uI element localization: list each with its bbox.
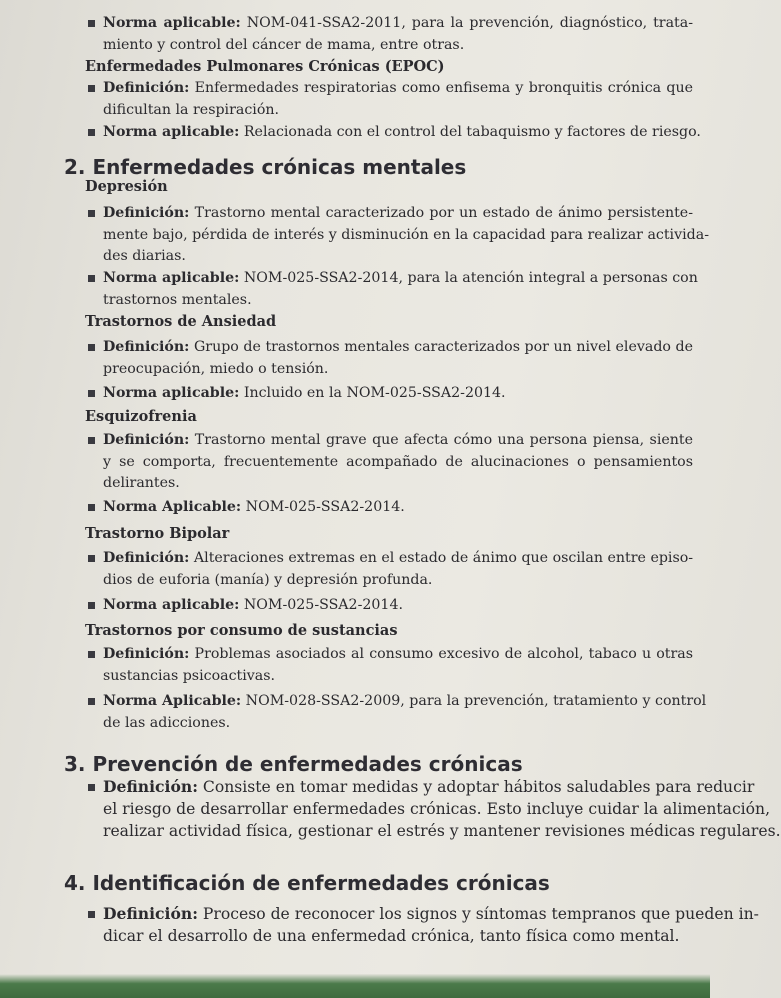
esquizofrenia-definition-bullet <box>103 430 693 495</box>
bipolar-definition-bullet <box>103 548 693 591</box>
epoc-title: Enfermedades Pulmonares Crónicas (EPOC) <box>85 58 445 75</box>
definition-text: Trastorno mental caracterizado por un estado de ánimo persistente- <box>189 205 693 221</box>
definition-text: Proceso de reconocer los signos y síntomas tempranos que pueden in- <box>197 905 759 923</box>
esquizofrenia-title: Esquizofrenia <box>85 408 197 425</box>
section-4-heading: 4. Identificación de enfermedades crónicas <box>64 871 550 895</box>
ansiedad-norma-bullet <box>103 383 693 405</box>
definition-text-end: realizar actividad física, gestionar el estrés y mantener revisiones médicas regulares. <box>103 822 781 840</box>
definition-label: Definición: <box>103 904 198 923</box>
section-3-heading: 3. Prevención de enfermedades crónicas <box>64 752 523 776</box>
definition-text: Trastorno mental grave que afecta cómo una persona piensa, siente <box>189 432 693 448</box>
sustancias-definition-bullet <box>103 644 693 687</box>
definition-text: Consiste en tomar medidas y adoptar hábitos saludables para reducir <box>197 778 755 796</box>
definition-text-cont: dios de euforia (manía) y depresión profunda. <box>103 571 433 588</box>
norma-text: NOM-025-SSA2-2014, para la atención integral a personas con <box>239 270 698 286</box>
definition-label: Definición: <box>103 339 190 355</box>
depresion-title: Depresión <box>85 178 168 195</box>
norma-label: Norma aplicable: <box>103 124 240 140</box>
norma-text: NOM-041-SSA2-2011, para la prevención, diagnóstico, trata- <box>240 15 693 31</box>
sustancias-title: Trastornos por consumo de sustancias <box>85 622 398 639</box>
definition-text-cont: mente bajo, pérdida de interés y disminución en la capacidad para realizar activida- <box>103 226 709 243</box>
definition-text: Grupo de trastornos mentales caracterizados por un nivel elevado de <box>189 339 693 355</box>
norma-text-cont: miento y control del cáncer de mama, entre otras. <box>103 36 465 53</box>
page-bottom-band <box>0 974 710 998</box>
definition-text-cont: dicar el desarrollo de una enfermedad crónica, tanto física como mental. <box>103 927 680 945</box>
sustancias-norma-bullet <box>103 691 707 734</box>
definition-text: Alteraciones extremas en el estado de ánimo que oscilan entre episo- <box>189 550 694 566</box>
esquizofrenia-norma-bullet <box>103 497 693 519</box>
definition-label: Definición: <box>103 550 190 566</box>
depresion-norma-bullet <box>103 268 698 311</box>
definition-label: Definición: <box>103 646 190 662</box>
bipolar-title: Trastorno Bipolar <box>85 525 230 542</box>
definition-label: Definición: <box>103 205 190 221</box>
norma-text: Relacionada con el control del tabaquismo y factores de riesgo. <box>239 124 701 140</box>
depresion-definition-bullet <box>103 203 709 268</box>
definition-text-cont: y se comporta, frecuentemente acompañado de alucinaciones o pensamientos <box>103 453 693 470</box>
norma-text: Incluido en la NOM-025-SSA2-2014. <box>239 385 506 401</box>
definition-text-cont: dificultan la respiración. <box>103 101 280 118</box>
bipolar-norma-bullet <box>103 595 693 617</box>
ansiedad-definition-bullet <box>103 337 693 380</box>
ansiedad-title: Trastornos de Ansiedad <box>85 313 277 330</box>
epoc-definition-bullet <box>103 78 693 121</box>
epoc-norma-bullet <box>103 122 701 144</box>
norma-label: Norma Aplicable: <box>103 693 242 709</box>
definition-text-end: delirantes. <box>103 475 180 491</box>
norma-label: Norma aplicable: <box>103 270 240 286</box>
definition-label: Definición: <box>103 80 190 96</box>
norma-label: Norma aplicable: <box>103 385 240 401</box>
definition-text-cont: el riesgo de desarrollar enfermedades crónicas. Esto incluye cuidar la alimentación, <box>103 800 771 818</box>
section-2-heading: 2. Enfermedades crónicas mentales <box>64 155 467 179</box>
norma-text: NOM-028-SSA2-2009, para la prevención, tratamiento y control <box>241 693 707 709</box>
definition-text-cont: preocupación, miedo o tensión. <box>103 360 329 377</box>
definition-text-end: des diarias. <box>103 248 186 264</box>
definition-text: Problemas asociados al consumo excesivo de alcohol, tabaco u otras <box>189 646 693 662</box>
norma-text-cont: de las adicciones. <box>103 714 231 731</box>
norma-text: NOM-025-SSA2-2014. <box>241 499 405 515</box>
norma-label: Norma aplicable: <box>103 597 240 613</box>
norma-label: Norma aplicable: <box>103 15 241 31</box>
definition-text-cont: sustancias psicoactivas. <box>103 667 276 684</box>
section-4-definition-bullet <box>103 903 759 947</box>
definition-text: Enfermedades respiratorias como enfisema y bronquitis crónica que <box>189 80 693 96</box>
norma-text: NOM-025-SSA2-2014. <box>239 597 403 613</box>
definition-label: Definición: <box>103 777 198 796</box>
definition-label: Definición: <box>103 432 190 448</box>
intro-norma-bullet <box>103 13 693 56</box>
norma-text-cont: trastornos mentales. <box>103 291 252 308</box>
norma-label: Norma Aplicable: <box>103 499 242 515</box>
section-3-definition-bullet <box>103 776 781 842</box>
